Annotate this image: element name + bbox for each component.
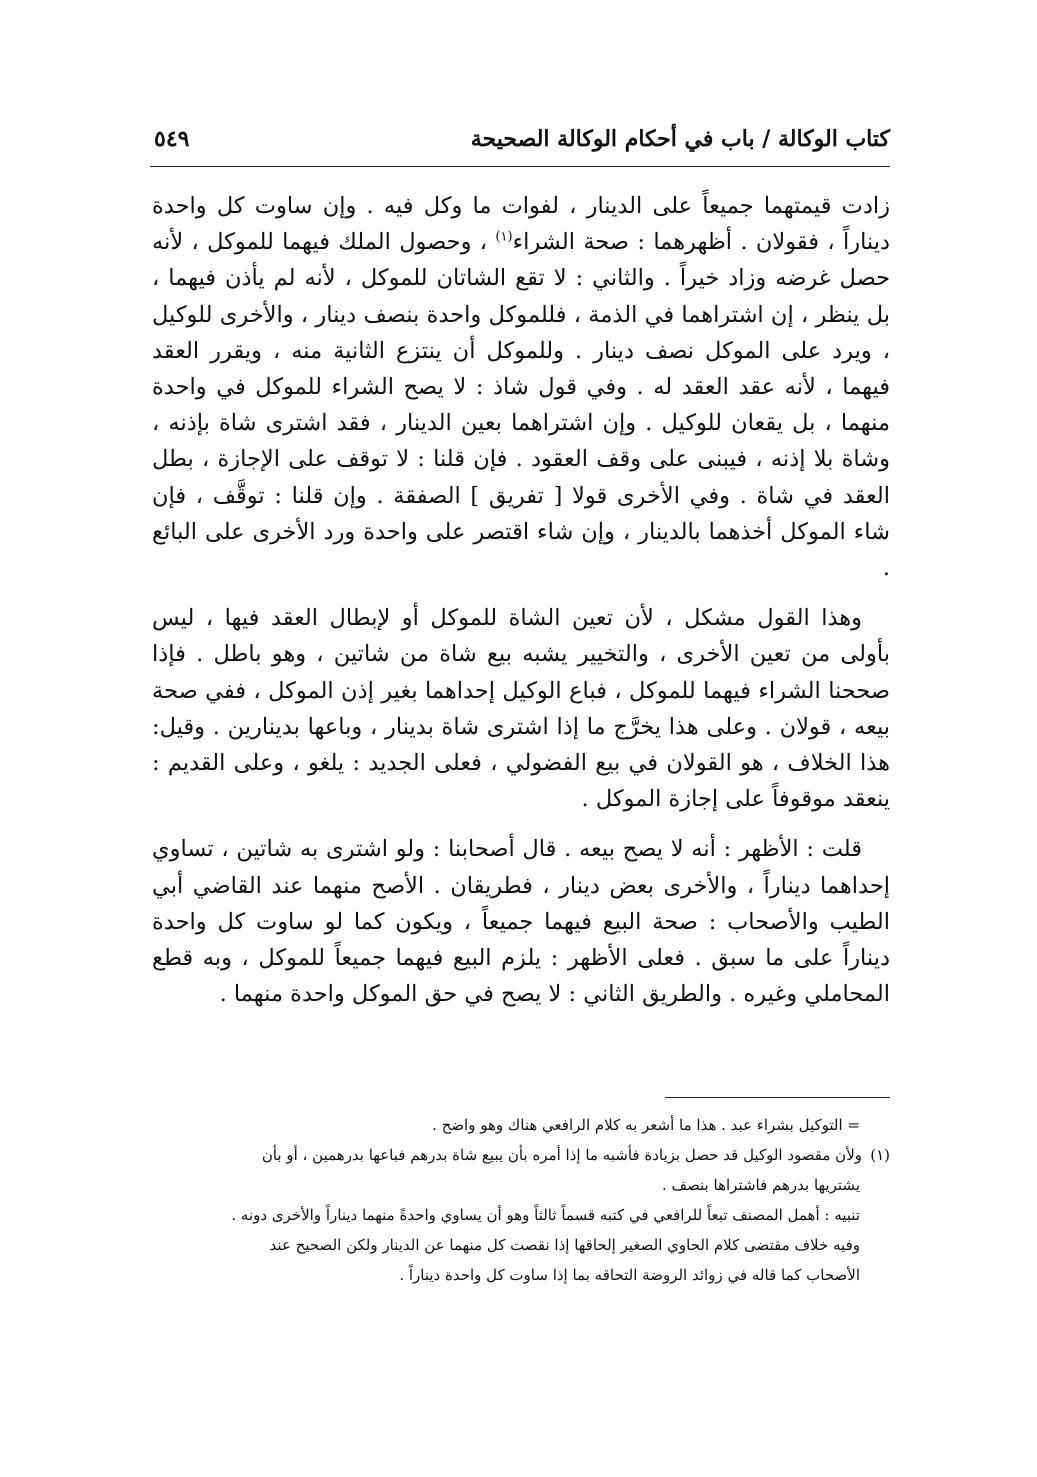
tanbih-line-3: الأصحاب كما قاله في زوائد الروضة التحاقه بما إذا ساوت كل واحدة ديناراً .	[399, 1266, 860, 1284]
footnote-reference-1: (١)	[495, 229, 513, 245]
paragraph-1	[152, 188, 890, 586]
page-number: ٥٤٩	[154, 126, 190, 152]
tanbih-line-1: تنبيه : أهمل المصنف تبعاً للرافعي في كتبه قسماً ثالثاً وهو أن يساوي واحدةً منهما ديناراً والأخرى دونه .	[231, 1206, 860, 1224]
paragraph-1-rest: ، وحصول الملك فيهما للموكل ، لأنه حصل غرضه وزاد خيراً . والثاني : لا تقع الشاتان للموكل ، لأنه لم يأذن فيهما ، بل ينظر ، إن اشتراهما في الذمة ، فللموكل واحدة بنصف دينار ، والأخرى للوكيل ، ويرد على الموكل نصف دينار . وللموكل أن ينتزع الثانية منه ، ويقرر العقد فيهما ، لأنه عقد العقد له . وفي قول شاذ : لا يصح الشراء للموكل في واحدة منهما ، بل يقعان للوكيل . وإن اشتراهما بعين الدينار ، فقد اشترى شاة بإذنه ، وشاة بلا إذنه ، فيبنى على وقف العقود . فإن قلنا : لا توقف على الإجازة ، بطل العقد في شاة . وفي الأخرى قولا [ تفريق ] الصفقة . وإن قلنا : توقَّف ، فإن شاء الموكل أخذهما بالدينار ، وإن شاء اقتصر على واحدة ورد الأخرى على البائع .	[152, 229, 890, 582]
footnote-1-line-2: يشتريها بدرهم فاشتراها بنصف .	[661, 1176, 860, 1194]
paragraph-3: قلت : الأظهر : أنه لا يصح بيعه . قال أصحابنا : ولو اشترى به شاتين ، تساوي إحداهما ديناراً ، والأخرى بعض دينار ، فطريقان . الأصح منهما عند القاضي أبي الطيب والأصحاب : صحة البيع فيهما جميعاً ، ويكون كما لو ساوت كل واحدة ديناراً على ما سبق . فعلى الأظهر : يلزم البيع فيهما جميعاً للموكل ، وبه قطع المحاملي وغيره . والطريق الثاني : لا يصح في حق الموكل واحدة منهما .	[152, 836, 890, 1008]
footnote-1	[152, 1140, 890, 1170]
footnote-1-line-1: ولأن مقصود الوكيل قد حصل بزيادة فأشبه ما إذا أمره بأن يبيع شاة بدرهم فباعها بدرهمين ، أو بأن	[261, 1146, 862, 1164]
header-divider	[150, 166, 890, 167]
running-title: كتاب الوكالة / باب في أحكام الوكالة الصحيحة	[470, 126, 890, 152]
paragraph-1-start: زادت قيمتهما جميعاً على الدينار ، لفوات ما وكل فيه . وإن ساوت كل واحدة ديناراً ، فقولان . أظهرهما : صحة الشراء	[152, 193, 890, 256]
footnote-1-marker: (١)	[870, 1146, 890, 1164]
paragraph-2: وهذا القول مشكل ، لأن تعين الشاة للموكل أو لإبطال العقد فيها ، ليس بأولى من تعين الأخرى ، والتخيير يشبه بيع شاة من شاتين ، وهو باطل . فإذا صححنا الشراء فيهما للموكل ، فباع الوكيل إحداهما بغير إذن الموكل ، ففي صحة بيعه ، قولان . وعلى هذا يخرَّج ما إذا اشترى شاة بدينار ، وباعها بدينارين . وقيل: هذا الخلاف ، هو القولان في بيع الفضولي ، فعلى الجديد : يلغو ، وعلى القديم : ينعقد موقوفاً على إجازة الموكل .	[152, 605, 890, 813]
tanbih-line-2: وفيه خلاف مقتضى كلام الحاوي الصغير إلحاقها إذا نقصت كل منهما عن الدينار ولكن الصحيح عند	[269, 1236, 860, 1254]
footnote-divider	[665, 1097, 890, 1098]
footnotes	[152, 1110, 890, 1290]
page-header	[150, 122, 890, 162]
footnote-continuation: = التوكيل بشراء عبد . هذا ما أشعر به كلام الرافعي هناك وهو واضح .	[432, 1116, 860, 1134]
main-text	[152, 188, 890, 1026]
